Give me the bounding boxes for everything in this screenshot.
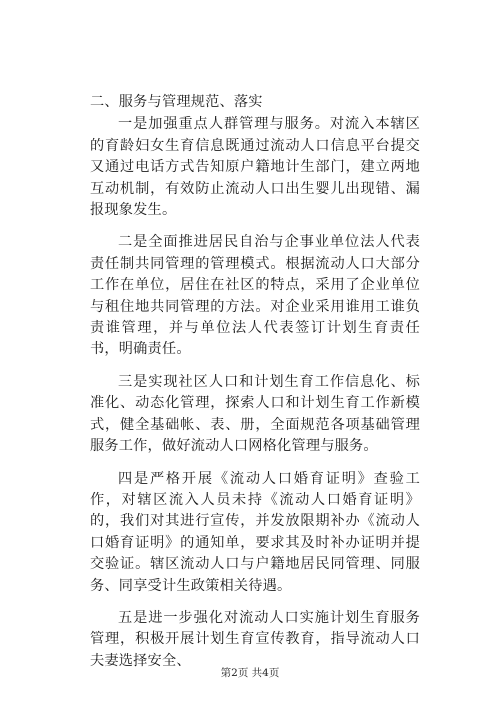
paragraph-5: 五是进一步强化对流动人口实施计划生育服务管理，积极开展计划生育宣传教育，指导流动人口夫妻选择安全、 bbox=[90, 609, 420, 669]
document-body bbox=[90, 92, 420, 683]
paragraph-4: 四是严格开展《流动人口婚育证明》查验工作，对辖区流入人员未持《流动人口婚育证明》的，我们对其进行宣传，并发放限期补办《流动人口婚育证明》的通知单，要求其及时补办证明并提交验证。辖区流动人口与户籍地居民同管理、同服务、同享受计生政策相关待遇。 bbox=[90, 470, 420, 594]
paragraph-3: 三是实现社区人口和计划生育工作信息化、标准化、动态化管理，探索人口和计划生育工作新模式，健全基础帐、表、册，全面规范各项基础管理服务工作，做好流动人口网格化管理与服务。 bbox=[90, 373, 420, 455]
section-heading: 二、服务与管理规范、落实 bbox=[90, 94, 263, 110]
paragraph-1: 一是加强重点人群管理与服务。对流入本辖区的育龄妇女生育信息既通过流动人口信息平台提交又通过电话方式告知原户籍地计生部门，建立两地互动机制，有效防止流动人口出生婴儿出现错、漏报现象发生。 bbox=[90, 116, 420, 219]
page-footer: 第2页 共4页 bbox=[220, 667, 280, 679]
paragraph-2: 二是全面推进居民自治与企事业单位法人代表责任制共同管理的管理模式。根据流动人口大部分工作在单位，居住在社区的特点，采用了企业单位与租住地共同管理的方法。对企业采用谁用工谁负责谁管理，并与单位法人代表签订计划生育责任书，明确责任。 bbox=[90, 234, 420, 358]
